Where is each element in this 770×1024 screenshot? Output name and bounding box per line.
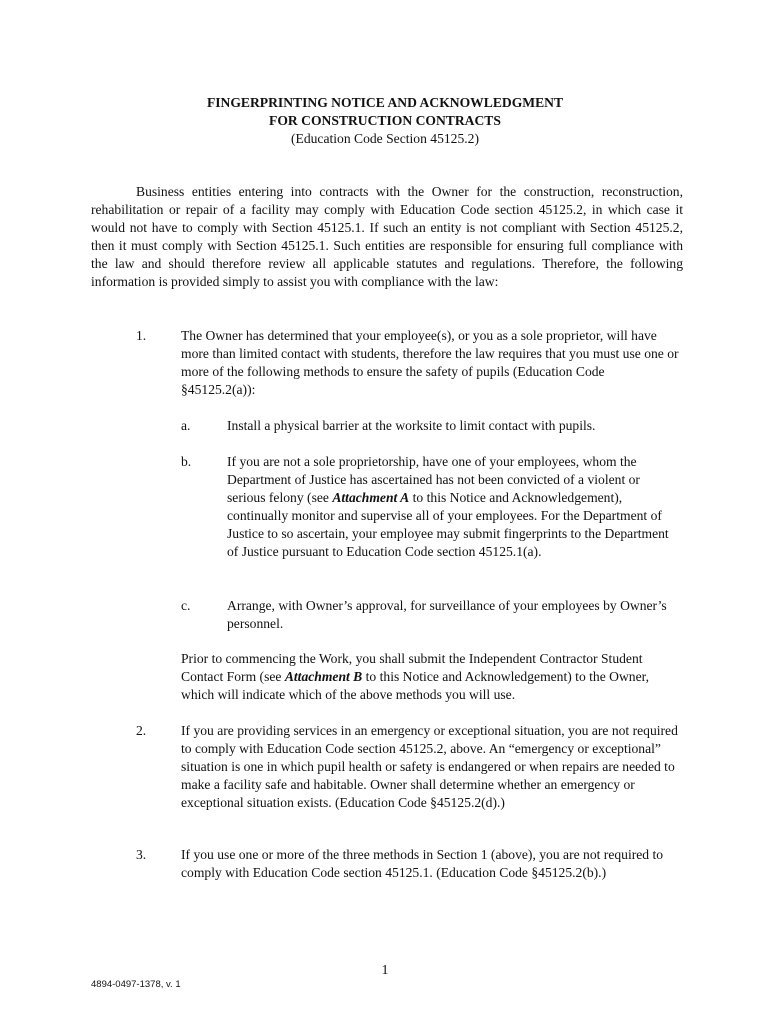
subitem-c-text: Arrange, with Owner’s approval, for surveillance of your employees by Owner’s personnel.: [227, 598, 667, 631]
subitem-b-text-before: If you are not a sole proprietorship, have one of your employees, whom the Department of Justice has ascertained has not been convicted of a violent or serious felony (see: [227, 454, 640, 505]
item-3-number: 3.: [136, 847, 147, 862]
subitem-c-letter: c.: [181, 598, 191, 613]
document-title: [0, 94, 770, 148]
subitem-a-text: Install a physical barrier at the worksite to limit contact with pupils.: [227, 418, 596, 433]
attachment-b-reference: Attachment B: [284, 669, 363, 684]
title-line-3: (Education Code Section 45125.2): [290, 131, 479, 146]
item-2-text: If you are providing services in an emergency or exceptional situation, you are not required to comply with Education Code section 45125.2, above. An “emergency or exceptional” situation is one in which pupil health or safety is endangered or when repairs are needed to make a facility safe and habitable. Owner shall determine whether an emergency or exceptional situation exists. (Education Code §45125.2(d).): [181, 723, 678, 810]
subitem-b-text: [227, 453, 679, 561]
item-1-number: 1.: [136, 328, 147, 343]
item-1-text: The Owner has determined that your employee(s), or you as a sole proprietor, will have more than limited contact with students, therefore the law requires that you must use one or more of the following methods to ensure the safety of pupils (Education Code §45125.2(a)):: [181, 328, 679, 397]
intro-paragraph: Business entities entering into contracts with the Owner for the construction, reconstruction, rehabilitation or repair of a facility may comply with Education Code section 45125.2, in which case it would not have to comply with Section 45125.1. If such an entity is not compliant with Section 45125.2, then it must comply with Section 45125.1. Such entities are responsible for ensuring full compliance with the law and should therefore review all applicable statutes and regulations. Therefore, the following information is provided simply to assist you with compliance with the law:: [91, 184, 683, 289]
item-1-closing-paragraph: [181, 650, 681, 704]
subitem-b-letter: b.: [181, 454, 192, 469]
item-1-closing-after: to this Notice and Acknowledgement) to the Owner, which will indicate which of the above methods you will use.: [181, 669, 649, 702]
page-number: 1: [381, 963, 389, 978]
document-id: 4894-0497-1378, v. 1: [91, 979, 181, 990]
item-3-text: If you use one or more of the three methods in Section 1 (above), you are not required to comply with Education Code section 45125.1. (Education Code §45125.2(b).): [181, 847, 664, 880]
item-1-closing-before: Prior to commencing the Work, you shall submit the Independent Contractor Student Contact Form (see: [181, 651, 643, 684]
attachment-a-reference: Attachment A: [332, 490, 410, 505]
subitem-a-letter: a.: [181, 418, 191, 433]
title-line-1: FINGERPRINTING NOTICE AND ACKNOWLEDGMENT: [206, 95, 564, 110]
subitem-b-text-after: to this Notice and Acknowledgement), continually monitor and supervise all of your employees. For the Department of Justice to so ascertain, your employee may submit fingerprints to the Department of Justice pursuant to Education Code section 45125.1(a).: [227, 490, 669, 559]
item-2-number: 2.: [136, 723, 147, 738]
title-line-2: FOR CONSTRUCTION CONTRACTS: [269, 113, 501, 128]
